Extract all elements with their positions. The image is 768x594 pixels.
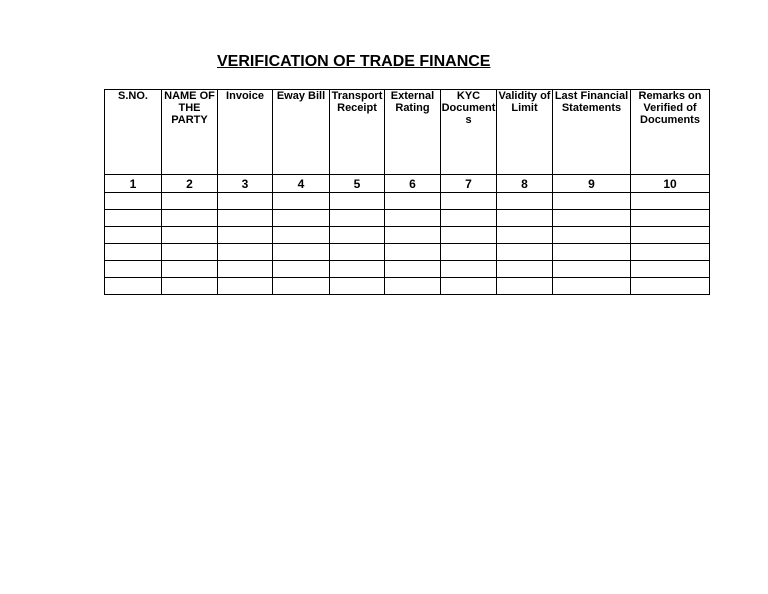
header-kyc-documents: KYC Documents — [441, 90, 497, 175]
table-cell — [273, 244, 330, 261]
table-cell — [273, 261, 330, 278]
table-cell — [553, 227, 631, 244]
table-cell — [105, 244, 162, 261]
column-number: 10 — [631, 175, 710, 193]
table-cell — [162, 261, 218, 278]
table-cell — [631, 278, 710, 295]
column-number: 5 — [330, 175, 385, 193]
table-cell — [497, 193, 553, 210]
table-cell — [553, 244, 631, 261]
table-cell — [330, 261, 385, 278]
verification-table — [104, 89, 710, 295]
header-name-of-party: NAME OF THE PARTY — [162, 90, 218, 175]
table-cell — [441, 261, 497, 278]
table-cell — [441, 278, 497, 295]
table-cell — [105, 193, 162, 210]
header-transport-receipt: Transport Receipt — [330, 90, 385, 175]
table-cell — [385, 193, 441, 210]
column-number-row — [105, 175, 710, 193]
table-cell — [497, 278, 553, 295]
table-cell — [273, 193, 330, 210]
table-cell — [441, 210, 497, 227]
table-cell — [330, 210, 385, 227]
table-row — [105, 193, 710, 210]
table-cell — [631, 227, 710, 244]
table-cell — [497, 227, 553, 244]
header-last-financial-statements: Last Financial Statements — [553, 90, 631, 175]
header-row — [105, 90, 710, 175]
table-cell — [497, 244, 553, 261]
table-cell — [105, 261, 162, 278]
table-cell — [218, 210, 273, 227]
column-number: 4 — [273, 175, 330, 193]
table-cell — [105, 278, 162, 295]
blank-rows — [105, 193, 710, 295]
column-number: 9 — [553, 175, 631, 193]
header-external-rating: External Rating — [385, 90, 441, 175]
table-cell — [441, 244, 497, 261]
table-row — [105, 278, 710, 295]
table-cell — [553, 261, 631, 278]
table-cell — [105, 210, 162, 227]
column-number: 6 — [385, 175, 441, 193]
table-cell — [218, 278, 273, 295]
column-number: 7 — [441, 175, 497, 193]
table-cell — [273, 210, 330, 227]
table-cell — [330, 278, 385, 295]
table-row — [105, 210, 710, 227]
table-cell — [330, 244, 385, 261]
table-cell — [553, 210, 631, 227]
table-cell — [631, 244, 710, 261]
header-validity-of-limit: Validity of Limit — [497, 90, 553, 175]
table-cell — [385, 227, 441, 244]
column-number: 2 — [162, 175, 218, 193]
table-cell — [273, 278, 330, 295]
table-cell — [162, 227, 218, 244]
table-cell — [218, 227, 273, 244]
table-cell — [162, 278, 218, 295]
table-row — [105, 244, 710, 261]
table-cell — [218, 261, 273, 278]
table-cell — [497, 210, 553, 227]
table-cell — [497, 261, 553, 278]
column-number: 1 — [105, 175, 162, 193]
table-row — [105, 227, 710, 244]
table-cell — [330, 227, 385, 244]
table-cell — [553, 193, 631, 210]
header-eway-bill: Eway Bill — [273, 90, 330, 175]
table-cell — [218, 193, 273, 210]
table-cell — [162, 210, 218, 227]
table-cell — [631, 261, 710, 278]
header-remarks: Remarks on Verified of Documents — [631, 90, 710, 175]
column-number: 3 — [218, 175, 273, 193]
table-cell — [631, 210, 710, 227]
table-cell — [385, 278, 441, 295]
table-cell — [330, 193, 385, 210]
table-cell — [441, 227, 497, 244]
table-row — [105, 261, 710, 278]
table-cell — [385, 261, 441, 278]
table-cell — [553, 278, 631, 295]
header-invoice: Invoice — [218, 90, 273, 175]
document-title: VERIFICATION OF TRADE FINANCE — [217, 53, 491, 70]
table-cell — [273, 227, 330, 244]
table-cell — [441, 193, 497, 210]
table-cell — [385, 244, 441, 261]
header-sno: S.NO. — [105, 90, 162, 175]
column-number: 8 — [497, 175, 553, 193]
table-cell — [162, 244, 218, 261]
table-cell — [162, 193, 218, 210]
table-cell — [631, 193, 710, 210]
table-cell — [218, 244, 273, 261]
table-cell — [385, 210, 441, 227]
table-cell — [105, 227, 162, 244]
